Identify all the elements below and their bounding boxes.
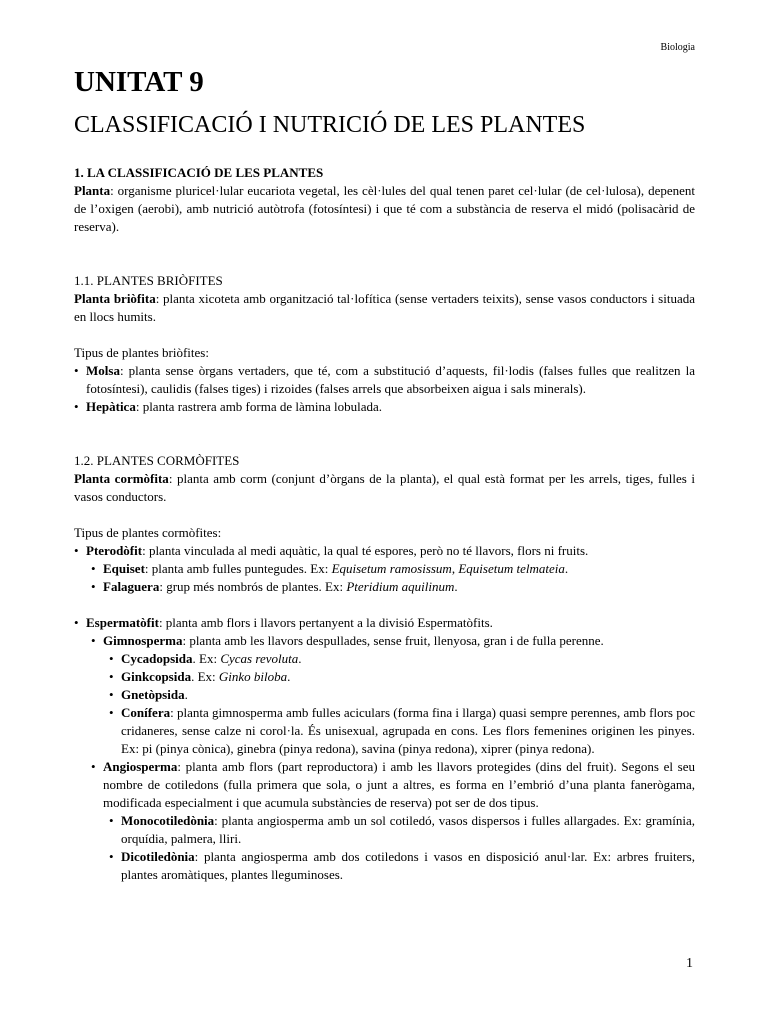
list-item-gimnosperma	[74, 632, 695, 650]
unit-subtitle: CLASSIFICACIÓ I NUTRICIÓ DE LES PLANTES	[74, 112, 586, 138]
bullet: •	[74, 363, 79, 378]
definition-text: : planta rastrera amb forma de làmina lobulada.	[135, 399, 383, 414]
term: Planta briòfita	[74, 291, 156, 306]
cormofites-list	[74, 542, 695, 596]
document-body	[74, 64, 695, 884]
definition-text: : grup més nombrós de plantes. Ex:	[159, 579, 347, 594]
section-1-heading: 1. LA CLASSIFICACIÓ DE LES PLANTES	[74, 165, 324, 180]
list-item-cycadopsida	[74, 650, 695, 668]
definition-text: : planta amb flors i llavors pertanyent a la divisió Espermatòfits.	[158, 615, 493, 630]
definition-text: : planta amb flors (part reproductora) i amb les llavors protegides (dins del fruit). Segons el seu nombre de cotiledons (fulla primera que sola, o junt a altres, es forma en l’embrió d’una planta fanerògama, modificada especialment i que acumula substàncies de reserva) pot ser de dos tipus.	[103, 759, 695, 810]
definition-text: : planta amb les llavors despullades, sense fruit, llenyosa, gran i de fulla perenne.	[182, 633, 604, 648]
definition-text: : planta angiosperma amb dos cotiledons i vasos en disposició anul·lar. Ex: arbres fruiters, plantes aromàtiques, plantes lleguminoses.	[121, 849, 695, 882]
bullet: •	[109, 813, 114, 828]
bullet: •	[91, 561, 96, 576]
species-name: Equisetum ramosissum	[331, 561, 452, 576]
definition-text: : planta angiosperma amb un sol cotiledó, vasos dispersos i fulles allargades. Ex: gramínia, orquídia, palmera, lliri.	[121, 813, 695, 846]
term: Gimnosperma	[103, 633, 183, 648]
bullet: •	[74, 399, 79, 414]
bullet: •	[109, 849, 114, 864]
definition-text: : organisme pluricel·lular eucariota vegetal, les cèl·lules del qual tenen paret cel·lular (de cel·lulosa), depenent de l’oxigen (aerobi), amb nutrició autòtrofa (fotosíntesi) i que té com a substància de reserva el midó (polisacàrid de reserva).	[74, 183, 695, 234]
term: Planta cormòfita	[74, 471, 169, 486]
definition-text: : planta xicoteta amb organització tal·lofítica (sense vertaders teixits), sense vasos conductors i situada en llocs humits.	[74, 291, 696, 324]
section-1-2-heading: 1.2. PLANTES CORMÒFITES	[74, 453, 240, 468]
list-item-gnetopsida	[74, 686, 695, 704]
term: Angiosperma	[103, 759, 178, 774]
list-item-molsa	[74, 362, 695, 398]
term: Cycadopsida	[121, 651, 193, 666]
term: Pterodòfit	[86, 543, 143, 558]
section-1-definition	[74, 182, 695, 236]
species-name: Ginko biloba	[218, 669, 288, 684]
definition-text: : planta sense òrgans vertaders, que té, com a substitució d’aquests, fil·lodis (falses fulles que realitzen la fotosíntesi), caulidis (falses tiges) i rizoides (falses arrels que absorbeixen aigua i sals minerals).	[86, 363, 695, 396]
species-name: Equisetum telmateia	[458, 561, 565, 576]
briofites-types-intro: Tipus de plantes briòfites:	[74, 345, 209, 360]
list-item-monocotiledonia	[74, 812, 695, 848]
bullet: •	[109, 669, 114, 684]
term: Conífera	[121, 705, 171, 720]
definition-text: : planta vinculada al medi aquàtic, la qual té espores, però no té llavors, flors ni fruits.	[142, 543, 589, 558]
espermatofits-list	[74, 614, 695, 884]
list-item-hepatica	[74, 398, 695, 416]
term: Hepàtica	[86, 399, 136, 414]
section-1-1-definition	[74, 290, 695, 326]
period: .	[564, 561, 569, 576]
list-item-falaguera	[74, 578, 695, 596]
species-name: Cycas revoluta	[220, 651, 299, 666]
period: .	[454, 579, 458, 594]
page-number: 1	[686, 956, 693, 971]
term: Equiset	[103, 561, 145, 576]
list-item-equiset	[74, 560, 695, 578]
definition-text: : planta amb corm (conjunt d’òrgans de la planta), el qual està format per les arrels, tiges, fulles i vasos conductors.	[74, 471, 695, 504]
list-item-angiosperma	[74, 758, 695, 812]
bullet: •	[91, 759, 96, 774]
bullet: •	[91, 579, 96, 594]
list-item-pterodofit	[74, 542, 695, 560]
bullet: •	[109, 705, 114, 720]
cormofites-types-intro: Tipus de plantes cormòfites:	[74, 525, 222, 540]
bullet: •	[74, 543, 79, 558]
unit-title: UNITAT 9	[74, 66, 204, 98]
header-subject: Biologia	[660, 42, 695, 53]
definition-text: . Ex:	[191, 669, 219, 684]
bullet: •	[91, 633, 96, 648]
section-1-1-heading: 1.1. PLANTES BRIÒFITES	[74, 273, 223, 288]
list-item-espermatofit	[74, 614, 695, 632]
definition-text: : planta amb fulles puntegudes. Ex:	[144, 561, 332, 576]
bullet: •	[109, 651, 114, 666]
term: Gnetòpsida	[121, 687, 185, 702]
period: .	[287, 669, 291, 684]
list-item-ginkcopsida	[74, 668, 695, 686]
term: Monocotiledònia	[121, 813, 215, 828]
separator: ,	[451, 561, 459, 576]
term: Dicotiledònia	[121, 849, 195, 864]
bullet: •	[74, 615, 79, 630]
term: Molsa	[86, 363, 120, 378]
period: .	[298, 651, 302, 666]
section-1-2-definition	[74, 470, 695, 506]
bullet: •	[109, 687, 114, 702]
list-item-conifera	[74, 704, 695, 758]
list-item-dicotiledonia	[74, 848, 695, 884]
species-name: Pteridium aquilinum	[346, 579, 455, 594]
term: Espermatòfit	[86, 615, 159, 630]
term: Ginkcopsida	[121, 669, 192, 684]
period: .	[184, 687, 188, 702]
definition-text: : planta gimnosperma amb fulles aciculars (forma fina i llarga) quasi sempre perennes, amb flors poc cridaneres, sense calze ni corol·la. És unisexual, agrupada en cons. Les flors femenines originen les pinyes. Ex: pi (pinya cònica), ginebra (pinya redona), savina (pinya redona), xiprer (pinya redona).	[121, 705, 695, 756]
definition-text: . Ex:	[192, 651, 221, 666]
term: Planta	[74, 183, 111, 198]
term: Falaguera	[103, 579, 160, 594]
briofites-list	[74, 362, 695, 416]
